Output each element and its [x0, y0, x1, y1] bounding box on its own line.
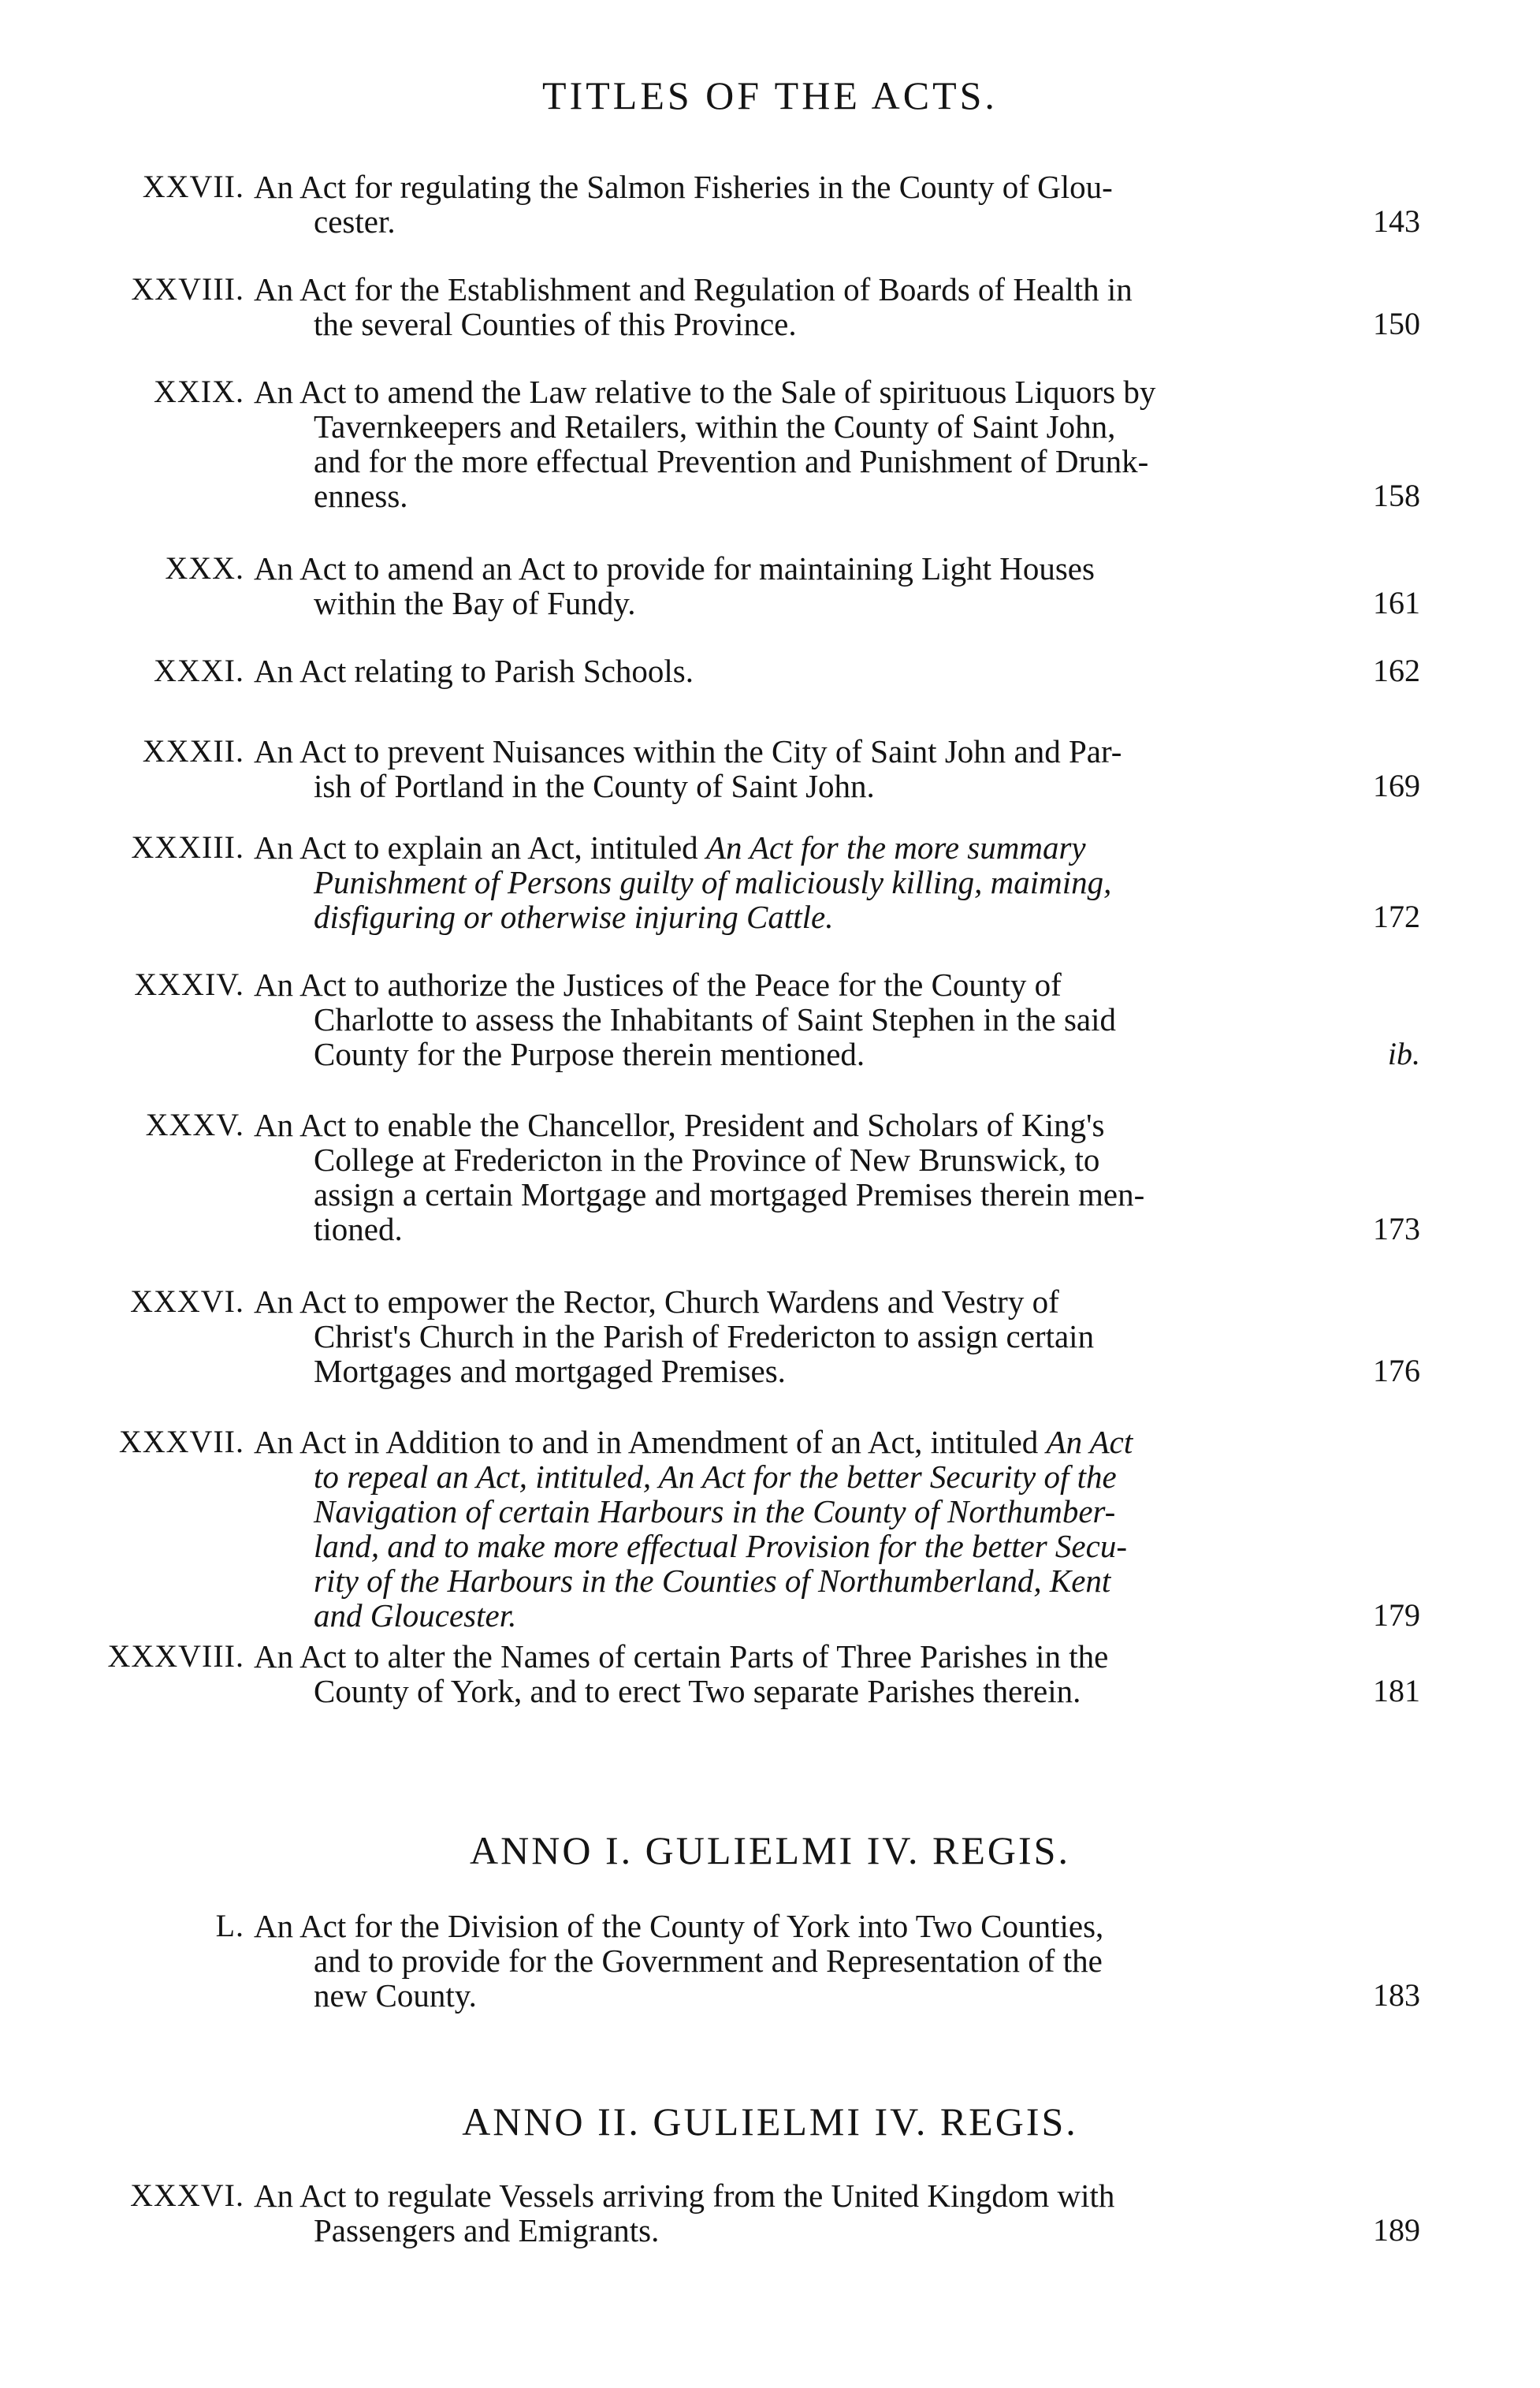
- page-number: 172: [1373, 899, 1420, 934]
- italic-title-text: An Act: [1046, 1424, 1133, 1460]
- title-text: Mortgages and mortgaged Premises.: [314, 1353, 786, 1389]
- title-text: within the Bay of Fundy.: [314, 585, 636, 621]
- title-text: the several Counties of this Province.: [314, 306, 797, 342]
- act-number: XXVIII.: [131, 271, 244, 307]
- act-title-line: [314, 1977, 477, 2014]
- act-title-line: [314, 1318, 1094, 1354]
- page-number: 169: [1373, 768, 1420, 803]
- act-number: XXX.: [165, 550, 244, 586]
- page-number: ib.: [1387, 1036, 1420, 1071]
- page-number: 173: [1373, 1211, 1420, 1246]
- act-title-line: [254, 1283, 1059, 1320]
- italic-title-text: Navigation of certain Harbours in the County of Northumber-: [314, 1493, 1116, 1529]
- act-number: L.: [215, 1908, 244, 1943]
- act-title-line: [314, 203, 396, 240]
- page-number: 158: [1373, 478, 1420, 513]
- title-text: County for the Purpose therein mentioned.: [314, 1036, 865, 1072]
- act-title-line: [254, 169, 1113, 205]
- act-number: XXXIV.: [134, 967, 244, 1002]
- act-number: XXXVI.: [130, 1283, 244, 1319]
- title-text: An Act to empower the Rector, Church Wardens and Vestry of: [254, 1283, 1059, 1320]
- act-title-line: [314, 1943, 1103, 1979]
- title-text: and to provide for the Government and Representation of the: [314, 1943, 1103, 1979]
- title-text: An Act to amend the Law relative to the Sale of spirituous Liquors by: [254, 374, 1156, 410]
- title-text: An Act to authorize the Justices of the Peace for the County of: [254, 967, 1062, 1003]
- act-title-line: [254, 271, 1133, 307]
- title-text: and for the more effectual Prevention and Punishment of Drunk-: [314, 443, 1149, 479]
- title-text: An Act for the Establishment and Regulation of Boards of Health in: [254, 271, 1133, 307]
- title-text: An Act to explain an Act, intituled: [254, 829, 706, 866]
- act-title-line: [314, 1597, 516, 1634]
- title-text: An Act to prevent Nuisances within the City of Saint John and Par-: [254, 733, 1122, 769]
- title-text: assign a certain Mortgage and mortgaged Premises therein men-: [314, 1176, 1145, 1213]
- page-number: 161: [1373, 585, 1420, 620]
- page-number: 176: [1373, 1353, 1420, 1388]
- italic-title-text: Punishment of Persons guilty of maliciously killing, maiming,: [314, 864, 1112, 900]
- title-text: An Act relating to Parish Schools.: [254, 653, 694, 689]
- act-number: XXXI.: [154, 653, 244, 688]
- page-number: 181: [1373, 1673, 1420, 1708]
- act-title-line: [314, 1142, 1099, 1178]
- title-text: new County.: [314, 1977, 477, 2014]
- act-title-line: [314, 1563, 1110, 1599]
- italic-title-text: An Act for the more summary: [705, 829, 1086, 866]
- title-text: An Act to alter the Names of certain Parts of Three Parishes in the: [254, 1638, 1109, 1675]
- section-heading-anno-i: ANNO I. GULIELMI IV. REGIS.: [470, 1828, 1070, 1872]
- act-title-line: [314, 768, 875, 804]
- title-text: County of York, and to erect Two separate Parishes therein.: [314, 1673, 1081, 1709]
- title-text: An Act to amend an Act to provide for maintaining Light Houses: [254, 550, 1095, 587]
- title-text: cester.: [314, 203, 396, 240]
- act-title-line: [314, 1353, 786, 1389]
- act-title-line: [314, 306, 797, 342]
- title-text: Charlotte to assess the Inhabitants of Saint Stephen in the said: [314, 1001, 1116, 1038]
- act-title-line: [254, 1638, 1108, 1675]
- act-title-line: [314, 1211, 403, 1247]
- act-number: XXIX.: [154, 374, 244, 409]
- page-number: 189: [1373, 2212, 1420, 2248]
- title-text: College at Fredericton in the Province of New Brunswick, to: [314, 1142, 1100, 1178]
- act-title-line: [314, 408, 1115, 445]
- act-title-line: [314, 1493, 1115, 1529]
- act-title-line: [254, 733, 1122, 769]
- act-title-line: [314, 1036, 865, 1072]
- title-text: ish of Portland in the County of Saint John.: [314, 768, 875, 804]
- act-title-line: [314, 864, 1111, 900]
- act-title-line: [254, 967, 1062, 1003]
- act-title-line: [254, 829, 1086, 866]
- title-text: Passengers and Emigrants.: [314, 2212, 660, 2248]
- page-number: 183: [1373, 1977, 1420, 2013]
- page-number: 150: [1373, 306, 1420, 341]
- act-title-line: [254, 374, 1155, 410]
- title-text: Christ's Church in the Parish of Fredericton to assign certain: [314, 1318, 1095, 1354]
- title-text: tioned.: [314, 1211, 403, 1247]
- act-title-line: [314, 1001, 1116, 1038]
- title-text: An Act for the Division of the County of York into Two Counties,: [254, 1908, 1104, 1944]
- title-text: An Act to enable the Chancellor, President and Scholars of King's: [254, 1107, 1105, 1143]
- act-title-line: [254, 2178, 1114, 2214]
- act-number: XXXVI.: [130, 2178, 244, 2213]
- page-number: 179: [1373, 1597, 1420, 1633]
- title-text: enness.: [314, 478, 408, 514]
- act-number: XXXV.: [145, 1107, 244, 1142]
- act-title-line: [314, 1459, 1117, 1495]
- act-title-line: [254, 1424, 1133, 1460]
- act-title-line: [314, 478, 408, 514]
- italic-title-text: disfiguring or otherwise injuring Cattle.: [314, 899, 834, 935]
- page-title: TITLES OF THE ACTS.: [542, 73, 998, 117]
- title-text: An Act for regulating the Salmon Fisheries in the County of Glou-: [254, 169, 1113, 205]
- page-number: 143: [1373, 203, 1420, 239]
- act-title-line: [254, 1908, 1103, 1944]
- act-title-line: [254, 1107, 1104, 1143]
- act-number: XXVII.: [142, 169, 244, 204]
- title-text: Tavernkeepers and Retailers, within the County of Saint John,: [314, 408, 1116, 445]
- italic-title-text: to repeal an Act, intituled, An Act for the better Security of the: [314, 1459, 1117, 1495]
- title-text: An Act to regulate Vessels arriving from the United Kingdom with: [254, 2178, 1115, 2214]
- act-title-line: [314, 2212, 659, 2248]
- section-heading-anno-ii: ANNO II. GULIELMI IV. REGIS.: [462, 2099, 1078, 2144]
- page-number: 162: [1373, 653, 1420, 688]
- act-title-line: [254, 653, 694, 689]
- italic-title-text: and Gloucester.: [314, 1597, 517, 1634]
- act-title-line: [314, 1673, 1081, 1709]
- act-title-line: [314, 1528, 1127, 1564]
- act-title-line: [314, 443, 1148, 479]
- act-number: XXXII.: [142, 733, 244, 769]
- act-number: XXXIII.: [131, 829, 244, 865]
- act-title-line: [314, 585, 635, 621]
- act-title-line: [314, 899, 833, 935]
- italic-title-text: rity of the Harbours in the Counties of Northumberland, Kent: [314, 1563, 1111, 1599]
- act-title-line: [314, 1176, 1144, 1213]
- title-text: An Act in Addition to and in Amendment of an Act, intituled: [254, 1424, 1047, 1460]
- act-number: XXXVII.: [118, 1424, 244, 1459]
- act-title-line: [254, 550, 1095, 587]
- italic-title-text: land, and to make more effectual Provision for the better Secu-: [314, 1528, 1127, 1564]
- act-number: XXXVIII.: [107, 1638, 244, 1674]
